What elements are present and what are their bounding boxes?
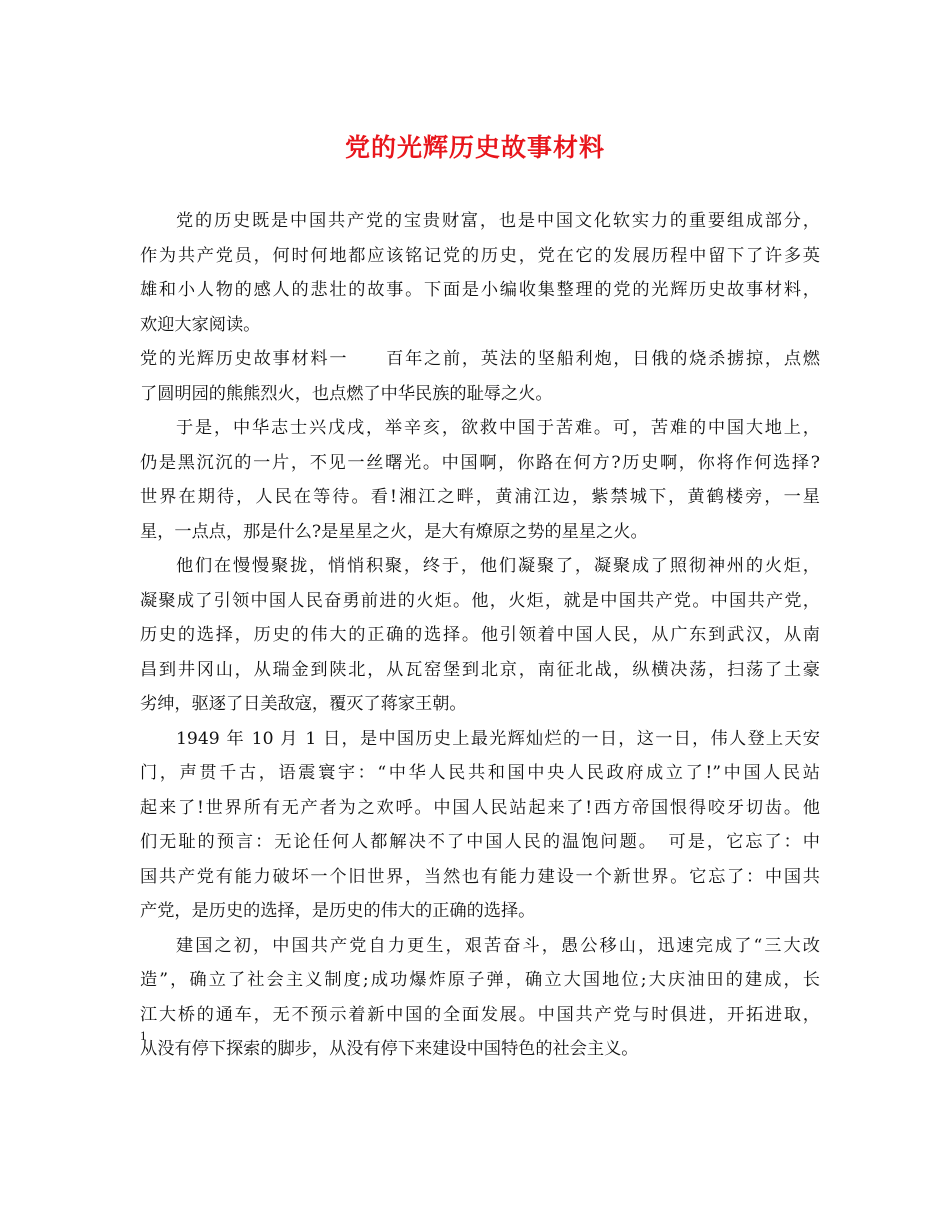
body-line: 作为共产党员，何时何地都应该铭记党的历史，党在它的发展历程中留下了许多英 — [140, 245, 820, 266]
body-line: 国共产党有能力破坏一个旧世界，当然也有能力建设一个新世界。它忘了：中国共 — [140, 866, 820, 887]
body-line: 从没有停下探索的脚步，从没有停下来建设中国特色的社会主义。 — [140, 1039, 639, 1059]
body-line: 世界在期待，人民在等待。看!湘江之畔，黄浦江边，紫禁城下，黄鹤楼旁，一星 — [140, 487, 820, 507]
body-line: 了圆明园的熊熊烈火，也点燃了中华民族的耻辱之火。 — [140, 383, 553, 404]
body-line: 历史的选择，历史的伟大的正确的选择。他引领着中国人民，从广东到武汉，从南 — [140, 625, 820, 645]
body-line: 产党，是历史的选择，是历史的伟大的正确的选择。 — [140, 901, 536, 921]
body-line: 于是，中华志士兴戊戌，举辛亥，欲救中国于苦难。可，苦难的中国大地上， — [176, 418, 820, 438]
document-title: 党的光辉历史故事材料 — [344, 133, 605, 162]
body-line: 建国之初，中国共产党自力更生，艰苦奋斗，愚公移山，迅速完成了“三大改 — [176, 935, 820, 956]
page-number: 1 — [140, 1028, 147, 1043]
body-line: 欢迎大家阅读。 — [140, 314, 261, 335]
body-line: 党的历史既是中国共产党的宝贵财富，也是中国文化软实力的重要组成部分， — [176, 211, 820, 231]
body-line: 凝聚成了引领中国人民奋勇前进的火炬。他，火炬，就是中国共产党。中国共产党， — [140, 590, 820, 611]
body-line: 党的光辉历史故事材料一 百年之前，英法的坚船利炮，日俄的烧杀掳掠，点燃 — [140, 349, 820, 369]
body-line: 劣绅，驱逐了日美敌寇，覆灭了蒋家王朝。 — [140, 694, 467, 714]
body-line: 雄和小人物的感人的悲壮的故事。下面是小编收集整理的党的光辉历史故事材料， — [140, 280, 820, 300]
body-line: 们无耻的预言：无论任何人都解决不了中国人民的温饱问题。 可是，它忘了：中 — [140, 832, 820, 852]
body-line: 起来了!世界所有无产者为之欢呼。中国人民站起来了!西方帝国恨得咬牙切齿。他 — [140, 797, 820, 818]
body-line: 江大桥的通车，无不预示着新中国的全面发展。中国共产党与时俱进，开拓进取， — [140, 1004, 820, 1025]
body-line: 1949 年 10 月 1 日，是中国历史上最光辉灿烂的一日，这一日，伟人登上天安 — [176, 728, 820, 749]
body-line: 门，声贯千古，语震寰宇：“中华人民共和国中央人民政府成立了!”中国人民站 — [140, 763, 820, 783]
document-body — [140, 204, 820, 1067]
body-line: 星，一点点，那是什么?是星星之火，是大有燎原之势的星星之火。 — [140, 521, 648, 542]
body-line: 仍是黑沉沉的一片，不见一丝曙光。中国啊，你路在何方?历史啊，你将作何选择? — [140, 452, 820, 473]
body-line: 造”，确立了社会主义制度;成功爆炸原子弹，确立大国地位;大庆油田的建成，长 — [140, 970, 820, 990]
body-line: 昌到井冈山，从瑞金到陕北，从瓦窑堡到北京，南征北战，纵横决荡，扫荡了土豪 — [140, 659, 820, 680]
body-line: 他们在慢慢聚拢，悄悄积聚，终于，他们凝聚了，凝聚成了照彻神州的火炬， — [176, 556, 820, 576]
